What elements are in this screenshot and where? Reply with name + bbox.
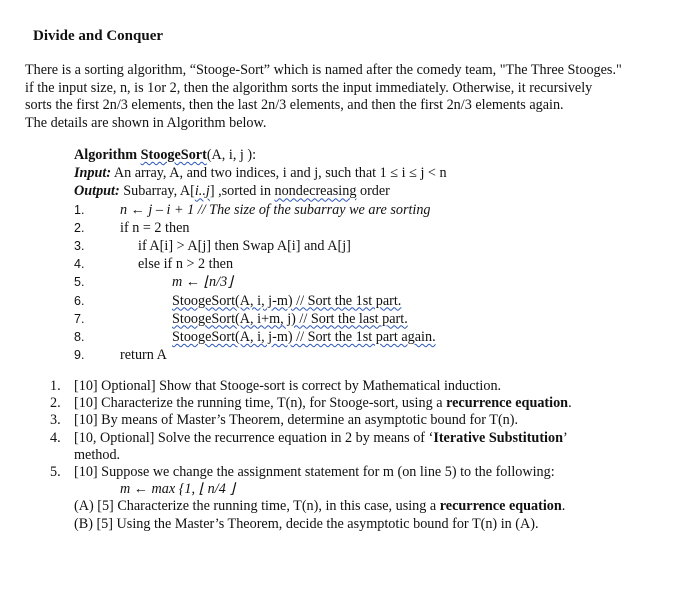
question-bold-term: recurrence equation [446, 395, 569, 412]
question-number: 4. [50, 429, 61, 446]
line-text: n ← j – i + 1 // The size of the subarray we are sorting [120, 201, 431, 218]
line-number: 3. [74, 238, 85, 253]
code-line [74, 237, 634, 255]
question-text: [10, Optional] Solve the recurrence equation in 2 by means of ‘ [74, 429, 434, 446]
output-text: order [356, 183, 390, 200]
question-item [50, 412, 670, 429]
code-line [74, 255, 634, 273]
question-item [50, 464, 670, 533]
algorithm-input [74, 164, 634, 182]
line-number: 2. [74, 220, 85, 235]
code-line [74, 346, 634, 364]
line-number: 8. [74, 329, 85, 344]
algorithm-keyword: Algorithm [74, 147, 138, 163]
question-bold-term: Iterative Substitution [433, 429, 563, 446]
code-line [74, 328, 634, 346]
intro-line: There is a sorting algorithm, “Stooge-Sort” which is named after the comedy team, "The Three Stooges." [25, 62, 622, 78]
question-text: [10] Optional] Show that Stooge-sort is correct by Mathematical induction. [74, 378, 502, 394]
algorithm-args: (A, i, j ): [206, 147, 257, 163]
part-a-text: (A) [5] Characterize the running time, T(n), in this case, using a [74, 498, 440, 515]
algorithm-name: StoogeSort [140, 147, 207, 163]
output-range: i..j [194, 183, 210, 200]
output-text: ] ,sorted in [209, 183, 275, 200]
intro-line: sorts the first 2n/3 elements, then the last 2n/3 elements, and then the first 2n/3 elements again. [25, 97, 564, 113]
line-text: if A[i] > A[j] then Swap A[i] and A[j] [138, 237, 351, 254]
line-number: 4. [74, 257, 85, 272]
question-number: 2. [50, 395, 61, 412]
question-number: 3. [50, 412, 61, 429]
line-text: StoogeSort(A, i+m, j) // Sort the last part. [172, 310, 408, 327]
question-part-b: (B) [5] Using the Master’s Theorem, decide the asymptotic bound for T(n) in (A). [74, 515, 539, 532]
line-text: return A [120, 347, 167, 364]
code-line [74, 292, 634, 310]
question-number: 5. [50, 464, 61, 481]
question-formula: m ← max {1, ⌊ n/4 ⌋ [120, 481, 235, 498]
line-number: 7. [74, 311, 85, 326]
line-text: m ← ⌊n/3⌋ [172, 274, 233, 291]
algorithm-block [74, 146, 634, 364]
line-text: StoogeSort(A, i, j-m) // Sort the 1st part. [172, 292, 402, 309]
question-item [50, 395, 670, 412]
output-keyword: Output: [74, 183, 120, 200]
algorithm-output [74, 182, 634, 200]
line-number: 1. [74, 202, 85, 217]
part-a-bold-term: recurrence equation [439, 498, 562, 515]
question-text: [10] By means of Master’s Theorem, determine an asymptotic bound for T(n). [74, 412, 519, 429]
line-text: else if n > 2 then [138, 256, 234, 273]
question-text-continued: method. [74, 446, 121, 463]
question-list [50, 378, 670, 533]
question-number: 1. [50, 378, 61, 394]
intro-paragraph [25, 62, 665, 132]
line-text: if n = 2 then [120, 219, 190, 236]
part-a-text: . [561, 498, 566, 515]
intro-line: The details are shown in Algorithm below. [25, 114, 267, 131]
intro-line: if the input size, n, is 1or 2, then the algorithm sorts the input immediately. Otherwise, it recursively [25, 79, 593, 96]
question-text: [10] Suppose we change the assignment statement for m (on line 5) to the following: [74, 464, 555, 481]
input-keyword: Input: [74, 165, 112, 182]
question-item [50, 378, 670, 395]
output-text: Subarray, A[ [123, 183, 195, 200]
code-line [74, 310, 634, 328]
question-text: . [568, 395, 572, 412]
algorithm-header [74, 146, 634, 164]
code-line [74, 201, 634, 219]
line-text: StoogeSort(A, i, j-m) // Sort the 1st part again. [172, 328, 436, 345]
question-item [50, 430, 670, 464]
question-text: ’ [562, 429, 568, 446]
line-number: 5. [74, 275, 85, 290]
page-title: Divide and Conquer [33, 28, 164, 44]
input-text: An array, A, and two indices, i and j, such that 1 ≤ i ≤ j < n [113, 165, 447, 182]
line-number: 6. [74, 293, 85, 308]
question-text: [10] Characterize the running time, T(n), for Stooge-sort, using a [74, 395, 447, 412]
code-line [74, 219, 634, 237]
line-number: 9. [74, 348, 85, 363]
question-part-a [74, 498, 670, 515]
code-line [74, 273, 634, 291]
output-order: nondecreasing [274, 183, 357, 200]
